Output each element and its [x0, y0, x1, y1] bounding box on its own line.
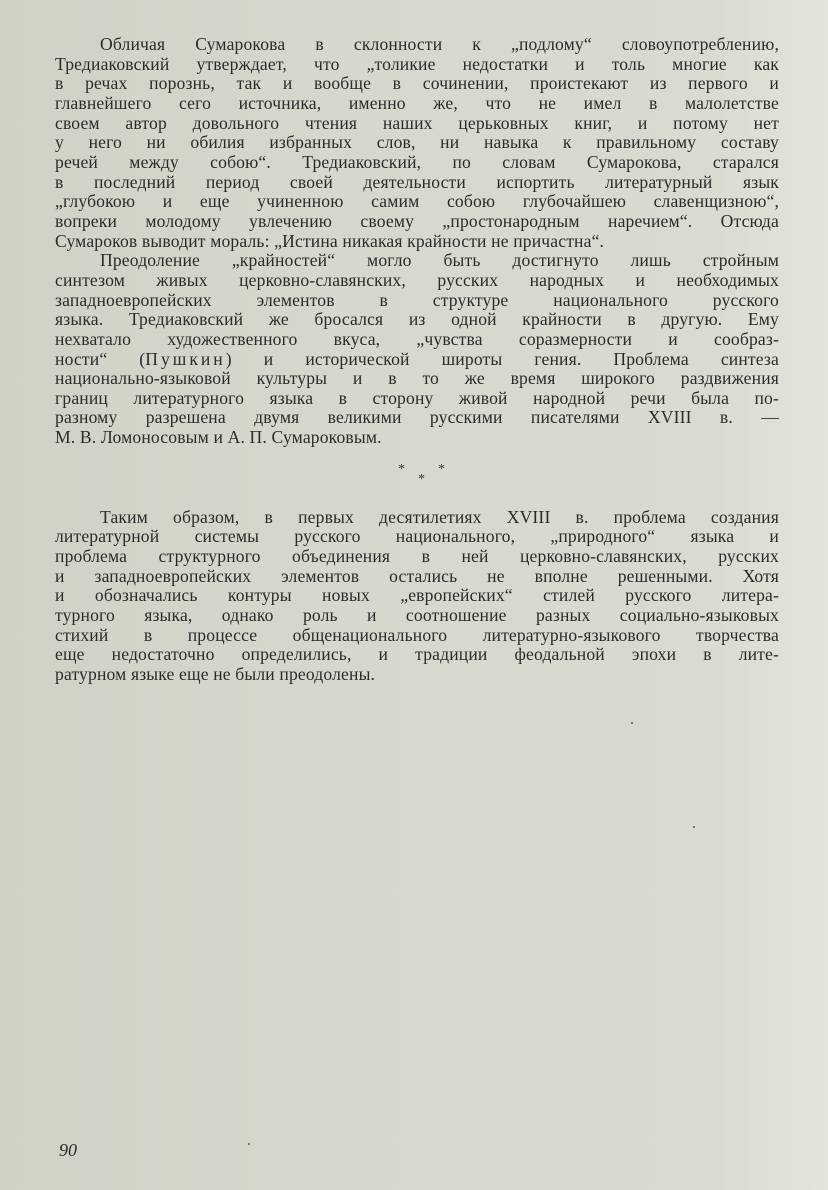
scan-speck — [631, 722, 633, 724]
scan-speck — [693, 826, 695, 828]
text-line: вопреки молодому увлечению своему „простонародным наречием“. Отсюда — [55, 210, 779, 231]
section-separator — [55, 458, 779, 502]
text-line: в речах порознь, так и вообще в сочинении, проистекают из первого и — [55, 73, 779, 94]
text-line: ратурном языке еще не были преодолены. — [55, 664, 376, 685]
text-line: „глубокою и еще учиненною самим собою глубочайшею славенщизною“, — [55, 191, 779, 212]
emphasized-name: Пушкин — [145, 348, 226, 369]
text-line: речей между собою“. Тредиаковский, по словам Сумарокова, старался — [55, 151, 779, 172]
text-line: Сумароков выводит мораль: „Истина никакая крайности не причастна“. — [55, 230, 605, 251]
asterisk-bottom: * — [418, 471, 425, 487]
text-line: границ литературного языка в сторону живой народной речи была по- — [55, 387, 779, 408]
text-line: нехватало художественного вкуса, „чувства соразмерности и сообраз- — [55, 328, 779, 349]
text-line: в последний период своей деятельности испортить литературный язык — [55, 171, 779, 192]
text-line: языка. Тредиаковский же бросался из одной крайности в другую. Ему — [55, 309, 779, 330]
text-line: Тредиаковский утверждает, что „толикие недостатки и толь многие как — [55, 53, 779, 74]
text-line: и западноевропейских элементов остались не вполне решенными. Хотя — [55, 565, 779, 586]
text-line: своем автор довольного чтения наших церьковных книг, и потому нет — [55, 112, 779, 133]
text-line: М. В. Ломоносовым и А. П. Сумароковым. — [55, 427, 382, 448]
text-line: стихий в процессе общенационального литературно-языкового творчества — [55, 624, 779, 645]
text-line: Преодоление „крайностей“ могло быть достигнуто лишь стройным — [100, 250, 779, 271]
asterisk-left: * — [398, 461, 405, 477]
text-line: синтезом живых церковно-славянских, русских народных и необходимых — [55, 269, 779, 290]
asterisk-right: * — [438, 461, 445, 477]
text-line: литературной системы русского национального, „природного“ языка и — [55, 526, 779, 547]
text-line: еще недостаточно определились, и традиции феодальной эпохи в лите- — [55, 644, 779, 665]
text-line: главнейшего сего источника, именно же, что не имел в малолетстве — [55, 92, 779, 113]
text-line: ности“ (Пушкин) и исторической широты гения. Проблема синтеза — [55, 348, 779, 369]
text-line: национально-языковой культуры и в то же время широкого раздвижения — [55, 368, 779, 389]
text-line: западноевропейских элементов в структуре национального русского — [55, 289, 779, 310]
paragraph-2 — [55, 251, 779, 448]
paragraph-1 — [55, 35, 779, 251]
text-line: проблема структурного объединения в ней церковно-славянских, русских — [55, 546, 779, 567]
paragraph-3 — [55, 508, 779, 685]
text-line: разному разрешена двумя великими русскими писателями XVIII в. — — [55, 407, 779, 428]
text-line: турного языка, однако роль и соотношение разных социально-языковых — [55, 605, 779, 626]
scan-speck — [248, 1143, 250, 1145]
text-line: у него ни обилия избранных слов, ни навыка к правильному составу — [55, 132, 779, 153]
text-line: и обозначались контуры новых „европейских“ стилей русского литера- — [55, 585, 779, 606]
text-line: Таким образом, в первых десятилетиях XVIII в. проблема создания — [100, 506, 779, 527]
text-line: Обличая Сумарокова в склонности к „подлому“ словоупотреблению, — [100, 34, 779, 54]
page-number: 90 — [59, 1140, 77, 1160]
page-body — [55, 35, 779, 685]
